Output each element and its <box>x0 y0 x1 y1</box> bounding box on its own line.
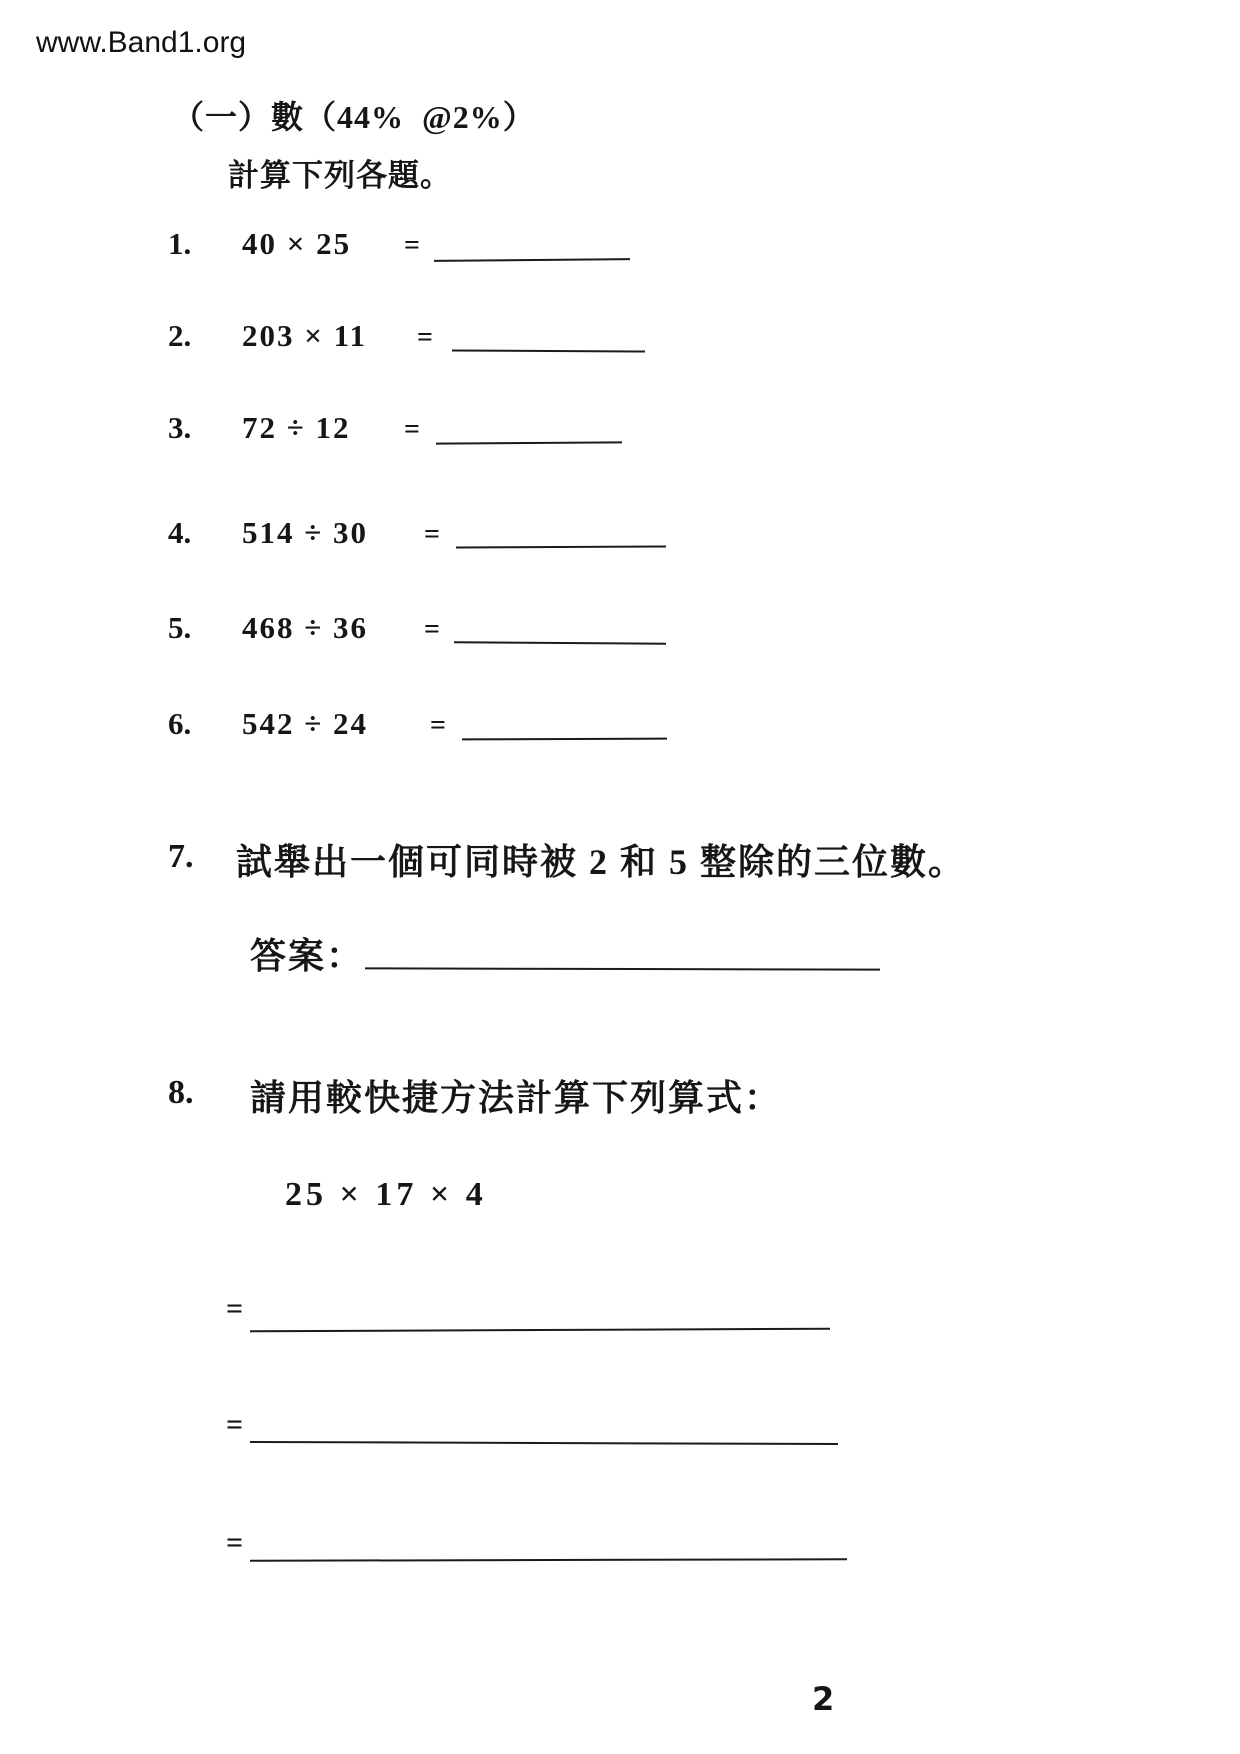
question-expression: 72 ÷ 12 <box>242 410 351 445</box>
equals-sign: = <box>424 519 440 550</box>
answer-blank-line <box>456 545 666 548</box>
question-number: 3. <box>168 410 192 445</box>
equals-sign: = <box>226 1408 244 1441</box>
answer-blank-line <box>365 967 880 970</box>
question-text: 請用較快捷方法計算下列算式： <box>250 1078 783 1118</box>
working-blank-line <box>250 1328 830 1333</box>
section-heading: （一）數（44% @2%） <box>172 99 536 135</box>
question-text: 試舉出一個可同時被 2 和 5 整除的三位數。 <box>236 842 967 882</box>
question-expression: 514 ÷ 30 <box>242 515 369 550</box>
answer-blank-line <box>434 258 630 262</box>
page-number: 2 <box>812 1680 835 1718</box>
equals-sign: = <box>424 614 440 645</box>
question-expression: 25 × 17 × 4 <box>285 1176 487 1213</box>
watermark-text: www.Band1.org <box>36 26 247 59</box>
working-blank-line <box>250 1558 847 1562</box>
equals-sign: = <box>430 710 446 741</box>
answer-blank-line <box>462 738 667 741</box>
answer-blank-line <box>452 349 645 352</box>
equals-sign: = <box>404 414 420 445</box>
section-instruction: 計算下列各題。 <box>228 158 452 193</box>
question-expression: 40 × 25 <box>242 226 352 261</box>
question-number: 4. <box>168 515 192 550</box>
question-expression: 542 ÷ 24 <box>242 706 369 741</box>
working-blank-line <box>250 1441 838 1445</box>
question-expression: 468 ÷ 36 <box>242 610 369 645</box>
answer-label: 答案： <box>250 936 365 976</box>
equals-sign: = <box>226 1526 244 1559</box>
question-number: 2. <box>168 318 192 353</box>
question-number: 7. <box>168 838 194 875</box>
question-number: 5. <box>168 610 192 645</box>
answer-blank-line <box>436 441 622 444</box>
question-number: 1. <box>168 226 192 261</box>
question-number: 8. <box>168 1074 194 1111</box>
question-number: 6. <box>168 706 192 741</box>
question-expression: 203 × 11 <box>242 318 367 353</box>
equals-sign: = <box>417 322 433 353</box>
equals-sign: = <box>226 1292 244 1325</box>
answer-blank-line <box>454 641 666 644</box>
equals-sign: = <box>404 230 420 261</box>
